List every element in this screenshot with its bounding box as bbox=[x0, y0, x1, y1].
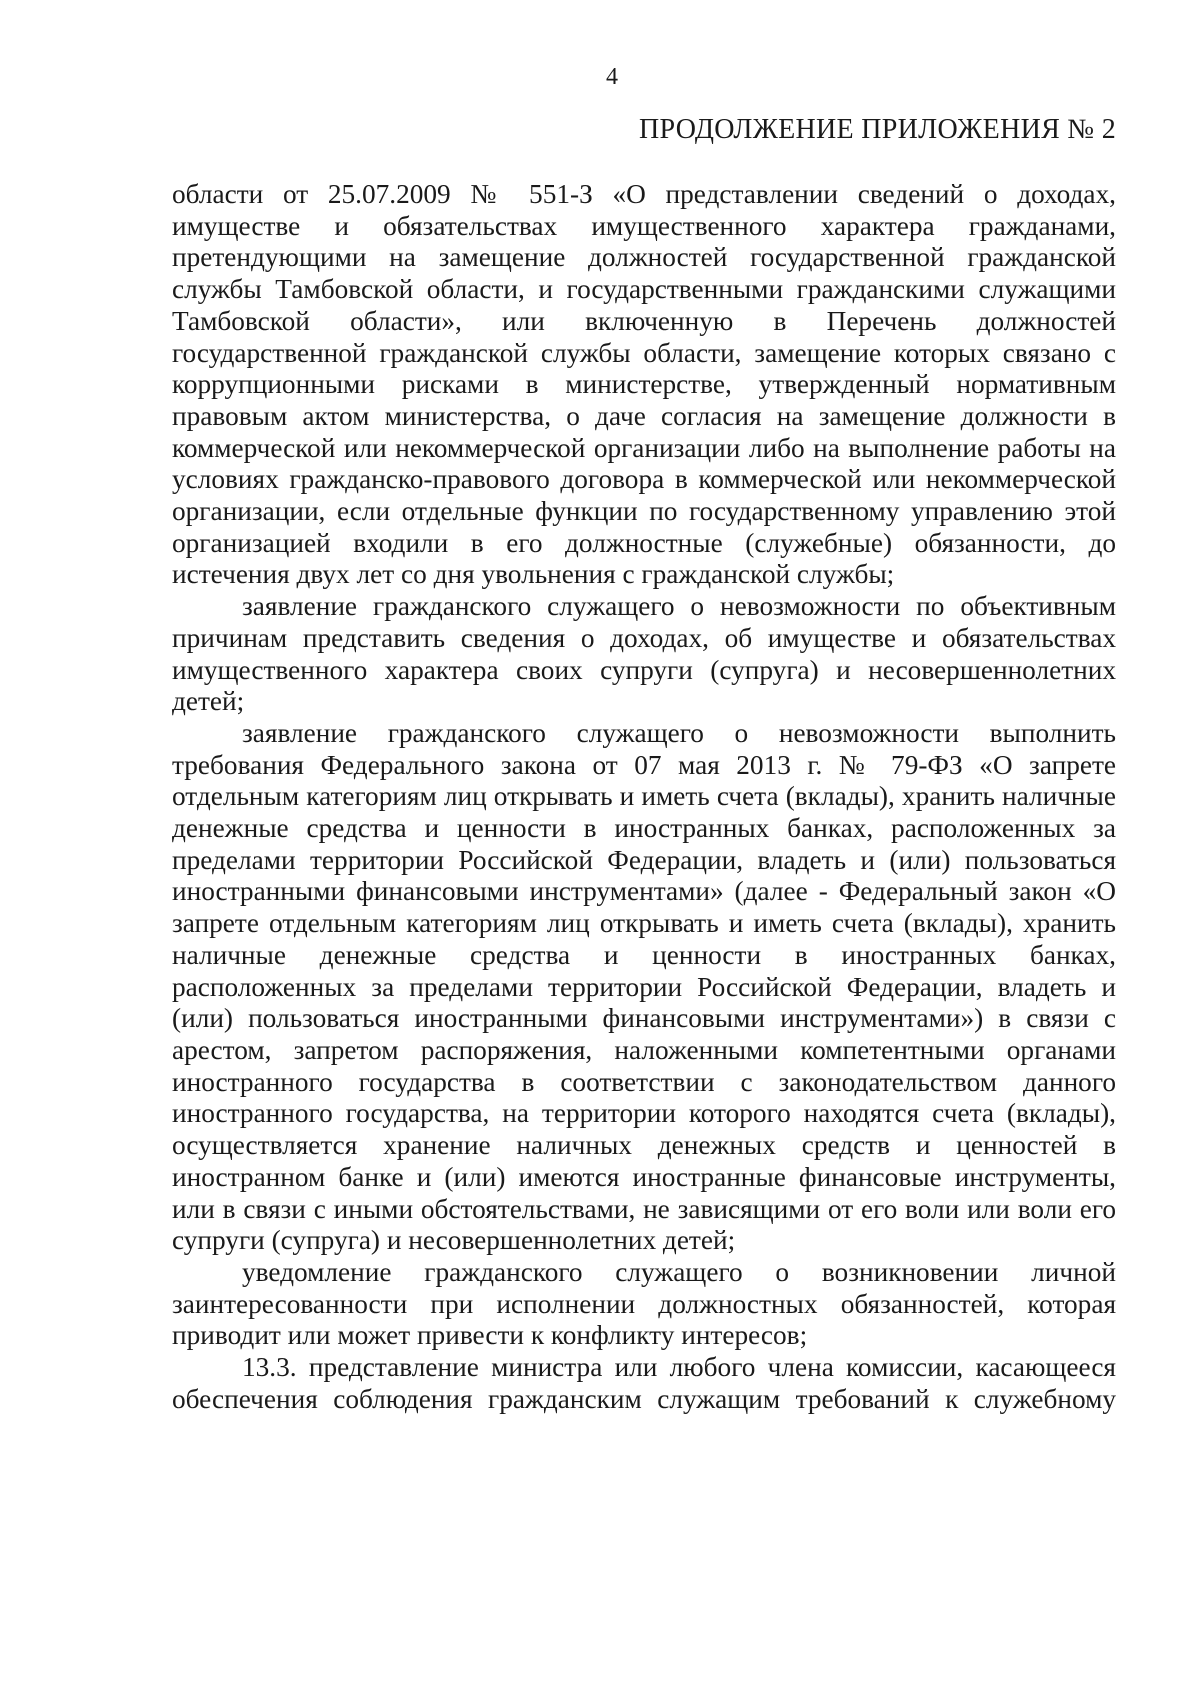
paragraph: заявление гражданского служащего о невозможности выполнить требования Федерального закона от 07 мая 2013 г. № 79-ФЗ «О запрете отдельным категориям лиц открывать и иметь счета (вклады), хранить наличные денежные средства и ценности в иностранных банках, расположенных за пределами территории Российской Федерации, владеть и (или) пользоваться иностранными финансовыми инструментами» (далее - Федеральный закон «О запрете отдельным категориям лиц открывать и иметь счета (вклады), хранить наличные денежные средства и ценности в иностранных банках, расположенных за пределами территории Российской Федерации, владеть и (или) пользоваться иностранными финансовыми инструментами») в связи с арестом, запретом распоряжения, наложенными компетентными органами иностранного государства в соответствии с законодательством данного иностранного государства, на территории которого находятся счета (вклады), осуществляется хранение наличных денежных средств и ценностей в иностранном банке и (или) имеются иностранные финансовые инструменты, или в связи с иными обстоятельствами, не зависящими от его воли или воли его супруги (супруга) и несовершеннолетних детей; bbox=[172, 717, 1116, 1256]
appendix-title: ПРОДОЛЖЕНИЕ ПРИЛОЖЕНИЯ № 2 bbox=[639, 114, 1116, 145]
paragraph: заявление гражданского служащего о невозможности по объективным причинам представить сведения о доходах, об имуществе и обязательствах имущественного характера своих супруги (супруга) и несовершеннолетних детей; bbox=[172, 591, 1116, 717]
paragraph: 13.3. представление министра или любого члена комиссии, касающееся обеспечения соблюдения гражданским служащим требований к служебному bbox=[172, 1352, 1116, 1414]
paragraph-continuation: области от 25.07.2009 № 551-З «О представлении сведений о доходах, имуществе и обязательствах имущественного характера гражданами, претендующими на замещение должностей государственной гражданской службы Тамбовской области, и государственными гражданскими служащими Тамбовской области», или включенную в Перечень должностей государственной гражданской службы области, замещение которых связано с коррупционными рисками в министерстве, утвержденный нормативным правовым актом министерства, о даче согласия на замещение должности в коммерческой или некоммерческой организации либо на выполнение работы на условиях гражданско-правового договора в коммерческой или некоммерческой организации, если отдельные функции по государственному управлению этой организацией входили в его должностные (служебные) обязанности, до истечения двух лет со дня увольнения с гражданской службы; bbox=[172, 179, 1116, 590]
body-text bbox=[172, 179, 1116, 1415]
paragraph: уведомление гражданского служащего о возникновении личной заинтересованности при исполнении должностных обязанностей, которая приводит или может привести к конфликту интересов; bbox=[172, 1256, 1116, 1351]
page-number: 4 bbox=[606, 64, 618, 90]
